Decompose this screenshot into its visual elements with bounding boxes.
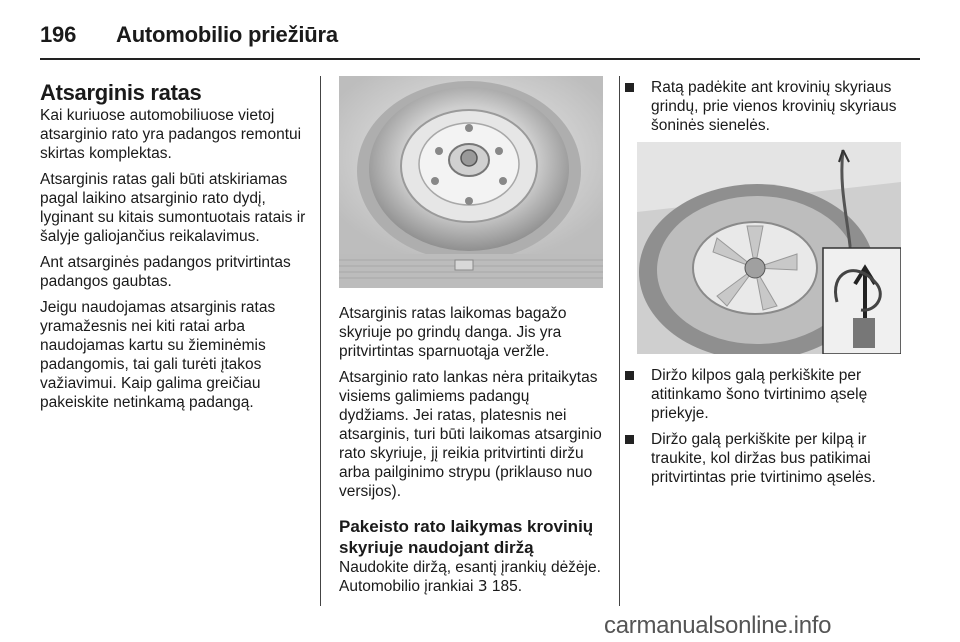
- bullet-item: Diržo kilpos galą perkiškite per atitinkamo šono tvirtinimo ąselę priekyje.: [625, 366, 905, 423]
- watermark: carmanualsonline.info: [604, 612, 832, 639]
- column-3: [625, 78, 905, 494]
- paragraph: Atsarginio rato lankas nėra pritaikytas visiems galimiems padangų dydžiams. Jei ratas, platesnis nei atsarginis, turi būti laikomas atsarginio rato skyriuje, jį reikia pritvirtinti diržu arba pailginimo strypu (priklauso nuo versijos).: [339, 369, 602, 500]
- column-divider-2: [619, 76, 620, 606]
- paragraph: Kai kuriuose automobiliuose vietoj atsarginio rato yra padangos remontui skirtas komplektas.: [40, 107, 302, 162]
- bullet-square-icon: [625, 83, 634, 92]
- section-heading: Atsarginis ratas: [40, 80, 202, 105]
- paragraph: Jeigu naudojamas atsarginis ratas yramažesnis nei kiti ratai arba naudojamas kartu su žieminėmis padangomis, tai gali turėti įtakos važiavimui. Kaip galima greičiau pakeiskite netinkamą padangą.: [40, 299, 276, 411]
- bullet-item: Ratą padėkite ant krovinių skyriaus grindų, prie vienos krovinių skyriaus šoninės sienelės.: [625, 78, 905, 135]
- paragraph: Naudokite diržą, esantį įrankių dėžėje. Automobilio įrankiai 3 185.: [339, 559, 601, 595]
- paragraph: Ant atsarginės padangos pritvirtintas padangos gaubtas.: [40, 254, 291, 290]
- spare-wheel-figure: [339, 76, 603, 288]
- reference-arrow-icon: 3: [477, 577, 488, 595]
- header-rule: [40, 58, 920, 60]
- page-header: [40, 22, 338, 48]
- column-divider-1: [320, 76, 321, 606]
- page-number: 196: [40, 22, 77, 47]
- paragraph: Atsarginis ratas laikomas bagažo skyriuje po grindų danga. Jis yra pritvirtintas sparnuotąja veržle.: [339, 305, 567, 360]
- bullet-square-icon: [625, 371, 634, 380]
- paragraph: Atsarginis ratas gali būti atskiriamas pagal laikino atsarginio rato dydį, lyginant su kitais sumontuotais ratais ir šalyje galiojančius reikalavimus.: [40, 171, 306, 245]
- strap-fastening-figure: [637, 142, 901, 354]
- subsection-heading: Pakeisto rato laikymas krovinių skyriuje naudojant diržą: [339, 517, 594, 557]
- bullet-item: Diržo galą perkiškite per kilpą ir traukite, kol diržas bus patikimai pritvirtintas prie tvirtinimo ąselės.: [625, 430, 905, 487]
- page-reference: 185.: [491, 578, 523, 595]
- column-1: [40, 80, 310, 419]
- header-title: Automobilio priežiūra: [116, 22, 338, 47]
- bullet-square-icon: [625, 435, 634, 444]
- column-2: [339, 76, 603, 603]
